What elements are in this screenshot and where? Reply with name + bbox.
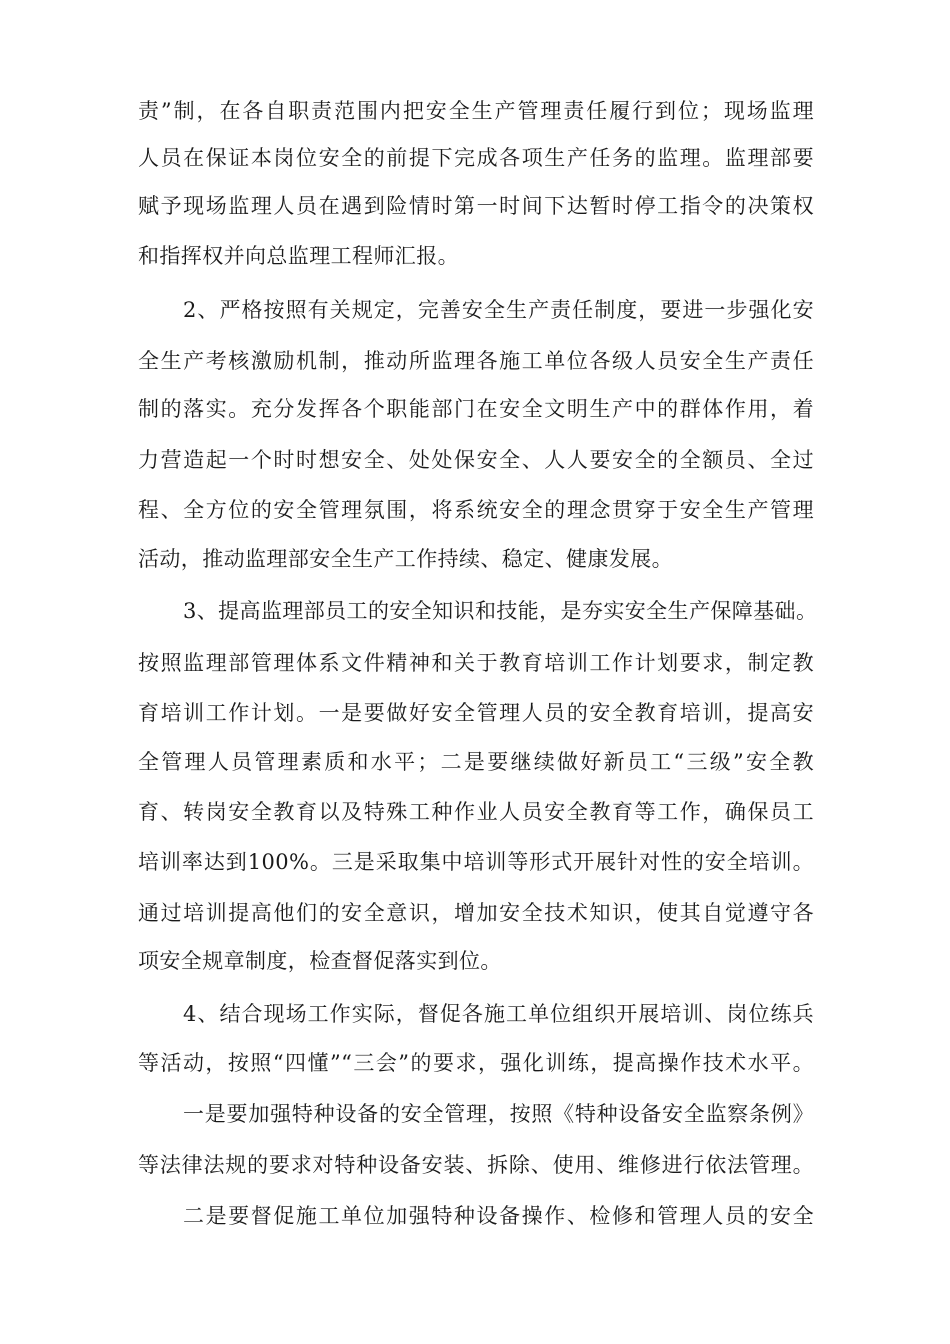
- text-line: 通过培训提高他们的安全意识，增加安全技术知识，使其自觉遵守各: [138, 901, 814, 925]
- text-line: 育培训工作计划。一是要做好安全管理人员的安全教育培训，提高安: [138, 701, 814, 725]
- text-line: 活动，推动监理部安全生产工作持续、稳定、健康发展。: [138, 547, 673, 571]
- paragraph-first-line: 4、结合现场工作实际，督促各施工单位组织开展培训、岗位练兵: [183, 1002, 814, 1026]
- text-line: 力营造起一个时时想安全、处处保安全、人人要安全的全额员、全过: [138, 448, 814, 472]
- text-line: 制的落实。充分发挥各个职能部门在安全文明生产中的群体作用，着: [138, 397, 814, 421]
- text-line: 按照监理部管理体系文件精神和关于教育培训工作计划要求，制定教: [138, 651, 814, 675]
- paragraph-first-line: 2、严格按照有关规定，完善安全生产责任制度，要进一步强化安: [183, 298, 814, 322]
- text-line: 等活动，按照“四懂”“三会”的要求，强化训练，提高操作技术水平。: [138, 1051, 814, 1075]
- paragraph-first-line: 二是要督促施工单位加强特种设备操作、检修和管理人员的安全: [183, 1204, 814, 1228]
- paragraph-first-line: 3、提高监理部员工的安全知识和技能，是夯实安全生产保障基础。: [183, 599, 818, 623]
- text-line: 和指挥权并向总监理工程师汇报。: [138, 244, 459, 268]
- text-line: 全管理人员管理素质和水平；二是要继续做好新员工“三级”安全教: [138, 750, 814, 774]
- text-line: 项安全规章制度，检查督促落实到位。: [138, 949, 502, 973]
- text-line: 人员在保证本岗位安全的前提下完成各项生产任务的监理。监理部要: [138, 146, 814, 170]
- text-line: 全生产考核激励机制，推动所监理各施工单位各级人员安全生产责任: [138, 349, 814, 373]
- text-line: 培训率达到100%。三是采取集中培训等形式开展针对性的安全培训。: [138, 850, 814, 874]
- text-line: 育、转岗安全教育以及特殊工种作业人员安全教育等工作，确保员工: [138, 800, 814, 824]
- paragraph-first-line: 一是要加强特种设备的安全管理，按照《特种设备安全监察条例》: [183, 1102, 814, 1126]
- text-line: 等法律法规的要求对特种设备安装、拆除、使用、维修进行依法管理。: [138, 1153, 814, 1177]
- text-line: 责”制，在各自职责范围内把安全生产管理责任履行到位；现场监理: [138, 99, 814, 123]
- text-line: 程、全方位的安全管理氛围，将系统安全的理念贯穿于安全生产管理: [138, 498, 814, 522]
- text-line: 赋予现场监理人员在遇到险情时第一时间下达暂时停工指令的决策权: [138, 194, 814, 218]
